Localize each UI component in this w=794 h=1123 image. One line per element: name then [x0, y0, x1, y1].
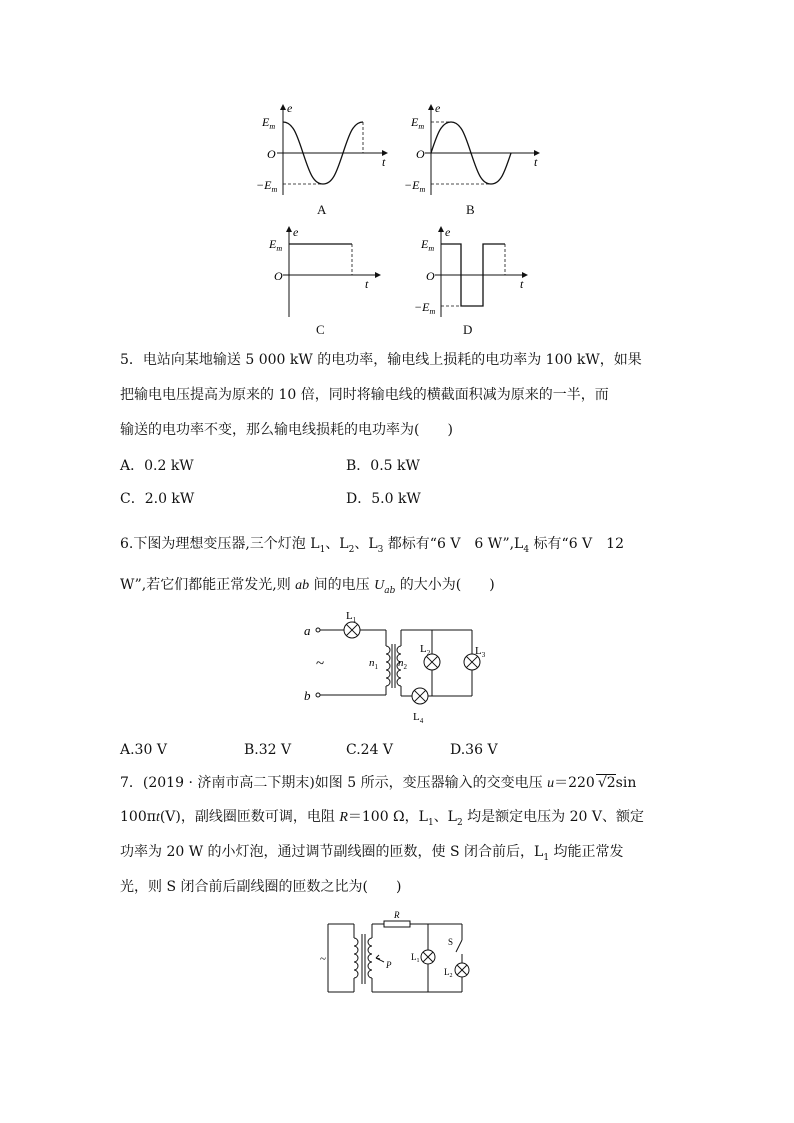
q5-line2: 把输电电压提高为原来的 10 倍，同时将输电线的横截面积减为原来的一半，而 — [120, 387, 609, 403]
lamp-l4 — [412, 688, 428, 704]
q7-primary-coil — [354, 938, 358, 978]
svg-text:L2: $L_2$ — [444, 967, 453, 979]
svg-text:t: t — [365, 277, 369, 291]
q6-option-c[interactable]: C.24 V — [346, 742, 394, 758]
q7-lamp-l1 — [421, 950, 435, 964]
svg-text:−Em: $-E_m$ — [414, 300, 436, 316]
q5-option-c[interactable]: C．2.0 kW — [120, 491, 195, 507]
figure-label-d: D — [463, 322, 473, 337]
switch-s[interactable] — [456, 940, 462, 952]
svg-text:Em: $E_m$ — [262, 115, 276, 131]
svg-text:L1: $L_1$ — [346, 610, 357, 624]
svg-text:Em: $E_m$ — [269, 237, 283, 253]
primary-coil — [386, 646, 390, 686]
terminal-b — [316, 693, 320, 697]
q6-transformer-circuit — [300, 608, 500, 728]
t-label: t — [382, 155, 386, 169]
svg-text:L3: $L_3$ — [475, 645, 486, 659]
q7-line3: 功率为 20 W 的小灯泡，通过调节副线圈的匝数，使 S 闭合前后，$L_1$ 均能正常发 — [120, 844, 624, 863]
q6-option-b[interactable]: B.32 V — [244, 742, 292, 758]
svg-text:n1: $n_1$ — [369, 657, 378, 671]
graph-b — [403, 100, 548, 200]
q7-line1: 7．(2019 · 济南市高二下期末)如图 5 所示，变压器输入的交变电压 u＝220 √2sin — [120, 775, 637, 791]
figure-label-b: B — [466, 202, 475, 217]
figure-label-a: A — [317, 202, 327, 217]
svg-text:−Em: $-E_m$ — [256, 178, 278, 194]
figure-label-c: C — [316, 322, 325, 337]
svg-text:O: O — [426, 269, 435, 283]
svg-text:n2: $n_2$ — [398, 657, 407, 671]
svg-text:~: ~ — [316, 656, 325, 672]
q7-secondary-coil — [368, 938, 372, 978]
q5-option-a[interactable]: A．0.2 kW — [120, 458, 194, 474]
svg-text:L4: $L_4$ — [413, 711, 424, 725]
q6-line2: W”,若它们都能正常发光,则 ab 间的电压 $U_{ab}$ 的大小为( ) — [120, 577, 495, 596]
origin-label: O — [267, 147, 276, 161]
graph-a — [255, 100, 395, 200]
svg-text:t: t — [520, 277, 524, 291]
svg-text:t: t — [534, 155, 538, 169]
neg-em-label: −E — [256, 178, 272, 192]
em-label: E — [262, 115, 270, 129]
q6-option-a[interactable]: A.30 V — [120, 742, 167, 758]
svg-text:L2: $L_2$ — [420, 643, 431, 657]
svg-text:O: O — [416, 147, 425, 161]
svg-text:O: O — [274, 269, 283, 283]
svg-text:Em: $E_m$ — [411, 115, 425, 131]
q7-transformer-circuit — [318, 908, 478, 1000]
q6-option-d[interactable]: D.36 V — [450, 742, 498, 758]
svg-text:~: ~ — [320, 953, 326, 965]
graph-d — [403, 222, 533, 322]
q7-lamp-l2 — [455, 963, 469, 977]
q7-line4: 光，则 S 闭合前后副线圈的匝数之比为( ) — [120, 879, 402, 895]
lamp-l1 — [344, 622, 360, 638]
q6-line1: 6.下图为理想变压器,三个灯泡 $L_1$、$L_2$、$L_3$ 都标有“6 V 6 $W”,L_4$ 标有“6 V 12 — [120, 536, 624, 555]
e-label: e — [287, 101, 293, 115]
svg-text:−Em: $-E_m$ — [404, 178, 426, 194]
sqrt-2: √2 — [597, 775, 616, 791]
q5-line3: 输送的电功率不变，那么输电线损耗的电功率为( ) — [120, 422, 453, 438]
svg-text:P: P — [386, 960, 392, 970]
svg-text:e: e — [445, 225, 451, 239]
terminal-a — [316, 628, 320, 632]
svg-text:b: b — [304, 688, 311, 703]
q7-line2: 100πt(V)，副线圈匝数可调，电阻 R＝100 Ω，$L_1$、$L_2$ 均是额定电压为 20 V、额定 — [120, 809, 644, 828]
q5-option-d[interactable]: D．5.0 kW — [346, 491, 421, 507]
resistor-r — [384, 921, 410, 927]
svg-text:a: a — [304, 623, 311, 638]
svg-text:Em: $E_m$ — [421, 237, 435, 253]
svg-text:e: e — [435, 101, 441, 115]
svg-text:e: e — [293, 225, 299, 239]
graph-c — [262, 222, 387, 322]
svg-text:L1: $L_1$ — [411, 952, 420, 964]
svg-text:R: R — [394, 910, 400, 920]
q5-line1: 5．电站向某地输送 5 000 kW 的电功率，输电线上损耗的电功率为 100 kW，如果 — [120, 352, 642, 368]
q5-option-b[interactable]: B．0.5 kW — [346, 458, 420, 474]
svg-text:S: S — [448, 937, 454, 947]
